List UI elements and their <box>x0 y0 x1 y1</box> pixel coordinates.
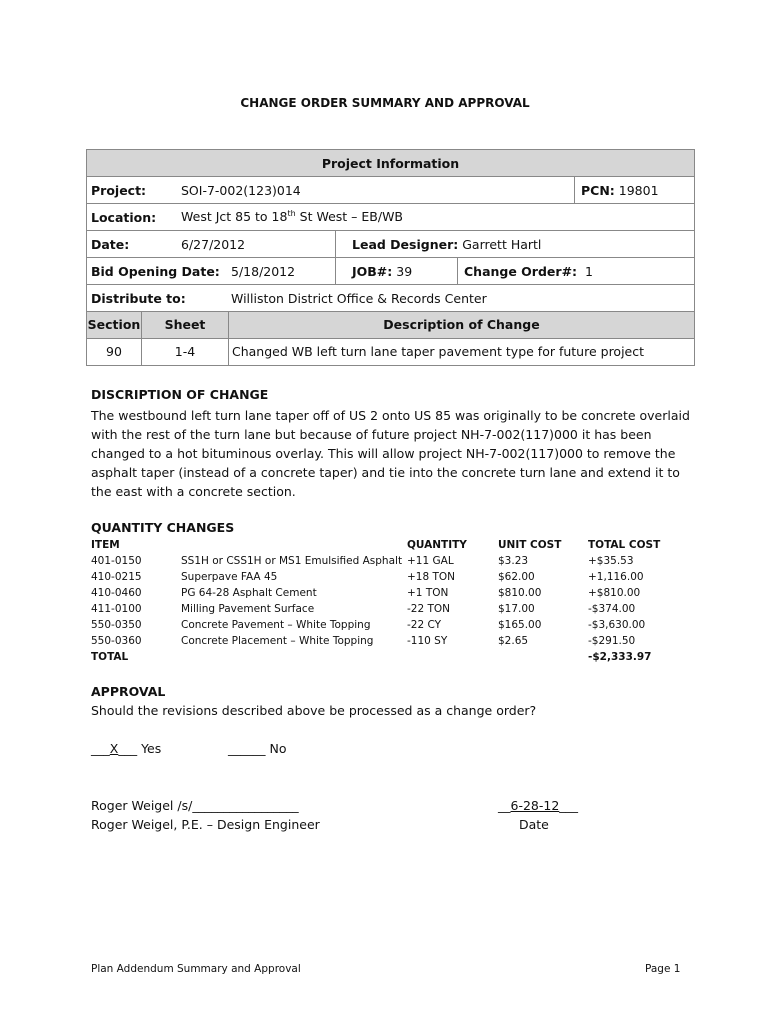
location-label: Location: <box>91 209 157 225</box>
quantity-heading: QUANTITY CHANGES <box>91 520 235 535</box>
table-row: 410-0215 Superpave FAA 45 +18 TON $62.00 +1,116.00 <box>91 571 644 583</box>
approval-heading: APPROVAL <box>91 684 166 699</box>
project-info-table <box>86 149 695 366</box>
change-order-value: 1 <box>585 263 593 279</box>
lead-designer-value: Garrett Hartl <box>462 236 542 252</box>
section-header: Section <box>87 312 142 338</box>
lead-designer-label: Lead Designer: <box>352 236 459 252</box>
sheet-value: 1-4 <box>142 339 229 365</box>
date-signed: __6-28-12___ <box>498 798 579 813</box>
no-option[interactable]: ______ No <box>228 741 287 756</box>
unit-cost-header: UNIT COST <box>498 539 562 551</box>
no-label: No <box>269 741 287 756</box>
job-label: JOB#: <box>352 263 393 279</box>
total-label: TOTAL <box>91 651 129 663</box>
job-value: 39 <box>396 263 413 279</box>
project-label: Project: <box>91 182 147 198</box>
description-line: The westbound left turn lane taper off of US 2 onto US 85 was originally to be concrete overlaid <box>91 408 690 423</box>
project-value: SOI-7-002(123)014 <box>181 182 301 198</box>
yes-mark: X <box>109 741 119 756</box>
page-title: CHANGE ORDER SUMMARY AND APPROVAL <box>240 96 530 110</box>
table-row: 410-0460 PG 64-28 Asphalt Cement +1 TON $810.00 +$810.00 <box>91 587 641 599</box>
description-value: Changed WB left turn lane taper pavement type for future project <box>232 344 645 359</box>
pcn-label: PCN: <box>581 182 615 198</box>
yes-option[interactable]: ___X___ Yes <box>91 741 162 756</box>
quantity-rows <box>91 555 691 667</box>
date-signed-label: Date <box>519 817 549 832</box>
date-value: 6/27/2012 <box>181 236 246 252</box>
description-line: changed to a hot bituminous overlay. This will allow project NH-7-002(117)000 to remove the <box>91 446 676 461</box>
table-row: 411-0100 Milling Pavement Surface -22 TON $17.00 -$374.00 <box>91 603 636 615</box>
table-row: 550-0360 Concrete Placement – White Topping -110 SY $2.65 -$291.50 <box>91 635 636 647</box>
footer-left: Plan Addendum Summary and Approval <box>91 963 301 975</box>
bid-opening-value: 5/18/2012 <box>231 263 296 279</box>
signer-title: Roger Weigel, P.E. – Design Engineer <box>91 817 320 832</box>
section-value: 90 <box>87 339 142 365</box>
table-row: 401-0150 SS1H or CSS1H or MS1 Emulsified Asphalt +11 GAL $3.23 +$35.53 <box>91 555 634 567</box>
project-info-header: Project Information <box>87 150 695 177</box>
yes-label: Yes <box>141 741 162 756</box>
distribute-label: Distribute to: <box>91 290 186 306</box>
description-line: with the rest of the turn lane but because of future project NH-7-002(117)000 it has been <box>91 427 652 442</box>
sheet-header: Sheet <box>142 312 229 338</box>
date-signed-value: 6-28-12 <box>510 798 560 813</box>
description-header: Description of Change <box>383 317 540 332</box>
total-value: -$2,333.97 <box>588 651 652 663</box>
signature: Roger Weigel /s/ <box>91 798 193 813</box>
total-row <box>91 651 691 667</box>
location-value: West Jct 85 to 18th St West – EB/WB <box>181 209 404 225</box>
bid-opening-label: Bid Opening Date: <box>91 263 220 279</box>
description-heading: DISCRIPTION OF CHANGE <box>91 387 269 402</box>
pcn-value: 19801 <box>618 182 659 198</box>
description-body <box>91 406 691 501</box>
quantity-header: QUANTITY <box>407 539 467 551</box>
description-line: asphalt taper (instead of a concrete taper) and tie into the concrete turn lane and extend it to <box>91 465 680 480</box>
description-line: the east with a concrete section. <box>91 484 296 499</box>
page-number: Page 1 <box>645 963 681 975</box>
total-cost-header: TOTAL COST <box>588 539 661 551</box>
approval-question: Should the revisions described above be processed as a change order? <box>91 703 537 718</box>
distribute-value: Williston District Office & Records Center <box>231 290 487 306</box>
table-row: 550-0350 Concrete Pavement – White Topping -22 CY $165.00 -$3,630.00 <box>91 619 646 631</box>
change-order-label: Change Order#: <box>464 263 578 279</box>
signature-line: Roger Weigel /s/_________________ <box>91 798 299 813</box>
item-header: ITEM <box>91 539 120 551</box>
date-label: Date: <box>91 236 130 252</box>
